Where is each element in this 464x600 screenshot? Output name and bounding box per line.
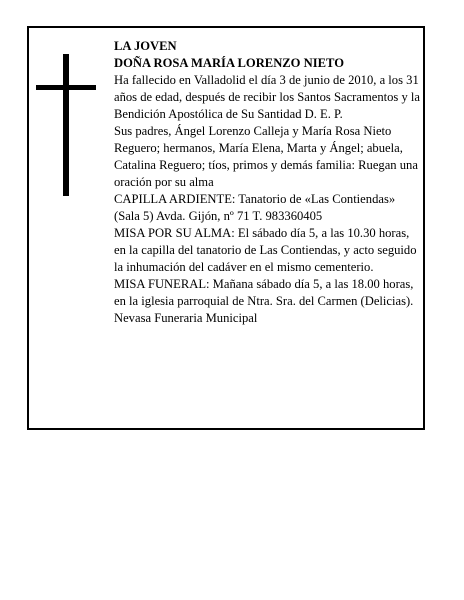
cross-vertical-bar xyxy=(63,54,69,196)
funeral-mass: MISA FUNERAL: Mañana sábado día 5, a las 18.00 horas, en la iglesia parroquial de Ntra. Sra. del Carmen (Delicias). xyxy=(114,277,414,308)
funeral-chapel: CAPILLA ARDIENTE: Tanatorio de «Las Contiendas» (Sala 5) Avda. Gijón, nº 71 T. 983360405 xyxy=(114,192,396,223)
funeral-home: Nevasa Funeraria Municipal xyxy=(114,311,258,325)
obituary-text xyxy=(114,38,424,327)
family-mourners: Sus padres, Ángel Lorenzo Calleja y María Rosa Nieto Reguero; hermanos, María Elena, Marta y Ángel; abuela, Catalina Reguero; tíos, primos y demás familia: Ruegan una oración por su alma xyxy=(114,124,418,189)
cross-horizontal-bar xyxy=(36,85,96,90)
mass-for-soul: MISA POR SU ALMA: El sábado día 5, a las 10.30 horas, en la capilla del tanatorio de Las Contiendas, y acto seguido la inhumación del cadáver en el mismo cementerio. xyxy=(114,226,417,274)
deceased-name: DOÑA ROSA MARÍA LORENZO NIETO xyxy=(114,56,344,70)
notice-heading: LA JOVEN xyxy=(114,39,177,53)
death-announcement: Ha fallecido en Valladolid el día 3 de junio de 2010, a los 31 años de edad, después de recibir los Santos Sacramentos y la Bendición Apostólica de Su Santidad D. E. P. xyxy=(114,73,421,121)
cross-icon xyxy=(36,54,96,196)
